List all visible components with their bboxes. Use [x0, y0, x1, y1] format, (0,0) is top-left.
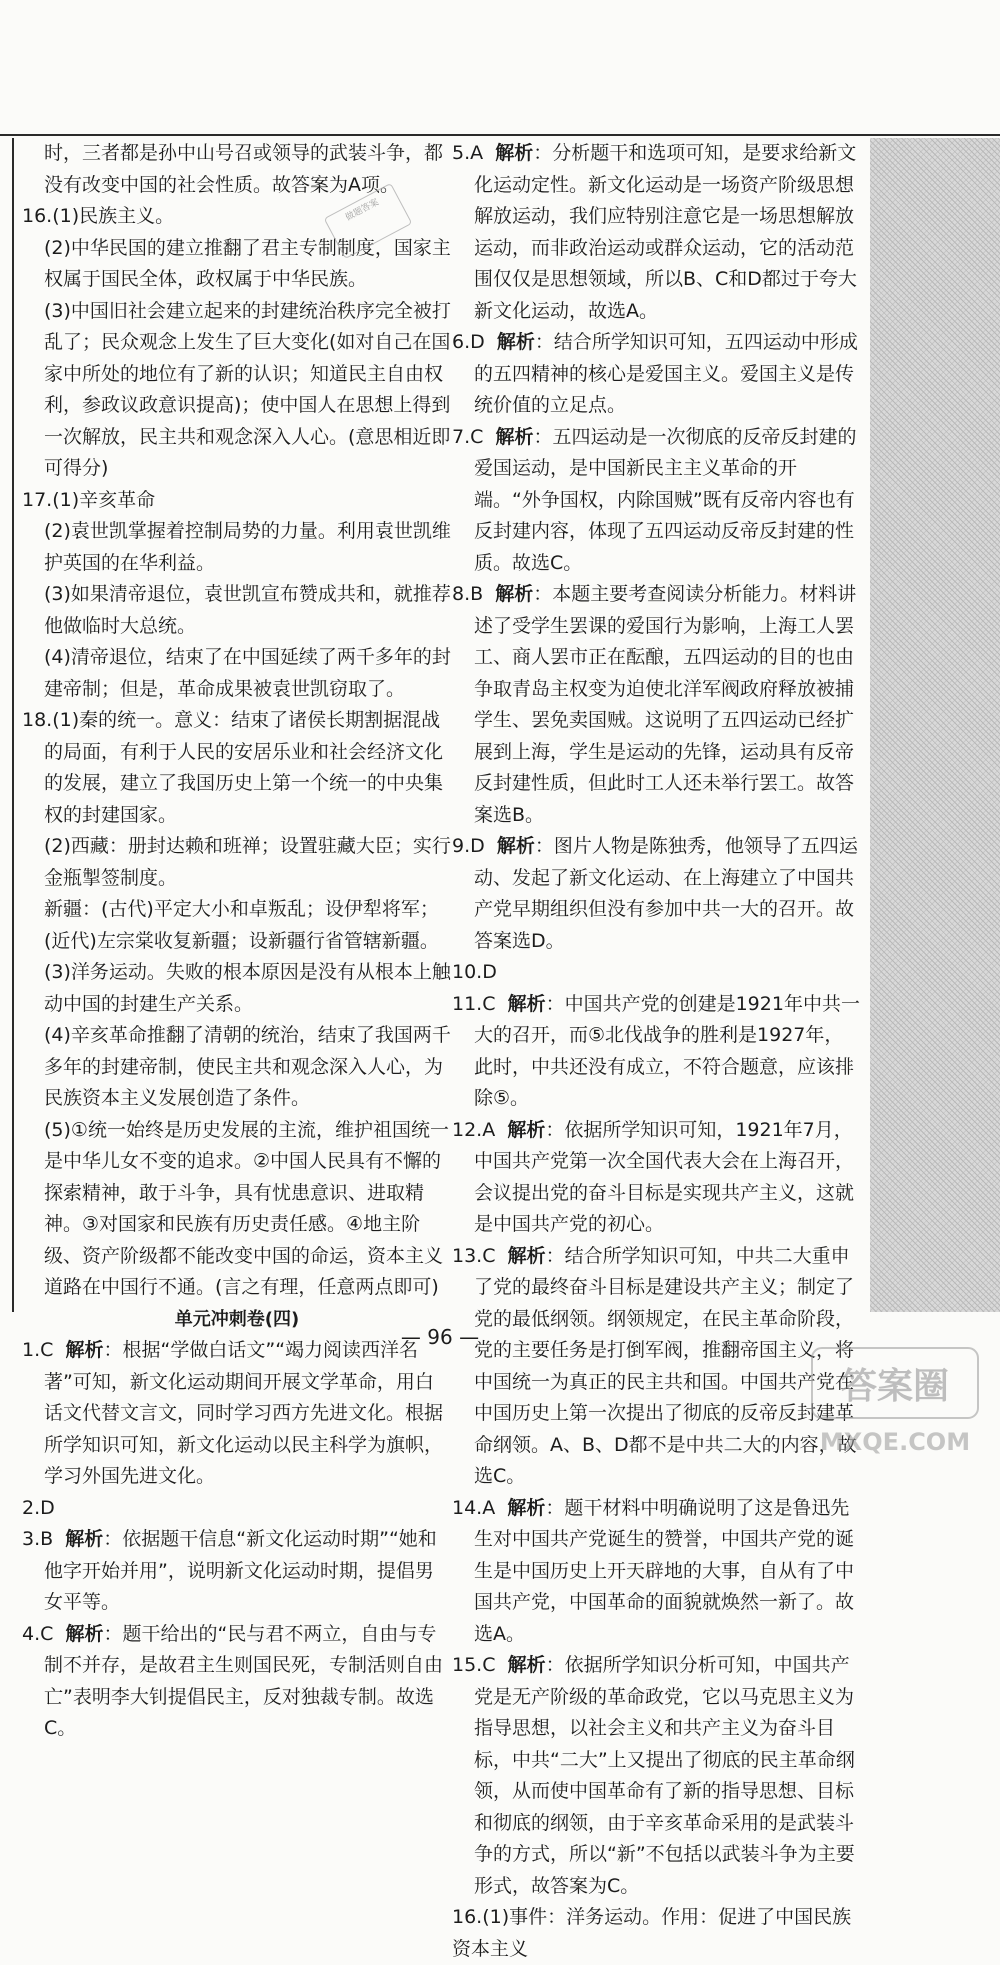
analysis-label: 解析 [496, 331, 535, 353]
watermark-logo [810, 1346, 980, 1461]
answer-number: 9.D [452, 835, 485, 857]
answer-item: 2.D [22, 1496, 55, 1519]
answer-number: 5.A [452, 142, 484, 164]
answer-number: 7.C [452, 425, 484, 448]
answer-text: ：依据所学知识分析可知，中国共产党是无产阶级的革命政党，它以马克思主义为指导思想，以社会主义和共产主义为奋斗目标，中共“二大”上又提出了彻底的民主革命纲领，从而使中国革命有了新的指导思想、目标和彻底的纲领，由于辛亥革命采用的是武装斗争的方式，所以“新”不包括以武装斗争为主要形式，故答案为C。 [474, 1654, 855, 1897]
left-paragraph: (3)中国旧社会建立起来的封建统治秩序完全被打乱了；民众观念上发生了巨大变化(如对自己在国家中所处的地位有了新的认识；知道民主自由权利，参政议政意识提高)；使中国人在思想上得到一次解放，民主共和观念深入人心。(意思相近即可得分) [44, 299, 451, 479]
answer-number: 8.B [452, 583, 484, 605]
answer-item [452, 1493, 862, 1651]
left-paragraph: (3)如果清帝退位，袁世凯宣布赞成共和，就推荐他做临时大总统。 [44, 583, 451, 637]
left-paragraph: 时，三者都是孙中山号召或领导的武装斗争，都没有改变中国的社会性质。故答案为A项。 [44, 142, 444, 196]
analysis-label: 解析 [65, 1622, 104, 1645]
answer-item [452, 1650, 862, 1902]
answer-number: 1.C [22, 1339, 54, 1361]
answer-item [452, 831, 862, 957]
watermark-url: MXQE.COM [819, 1428, 971, 1456]
answer-text: ：结合所学知识可知，中共二大重申了党的最终奋斗目标是建设共产主义；制定了党的最低纲领。纲领规定，在民主革命阶段，党的主要任务是打倒军阀，推翻帝国主义，将中国统一为真正的民主共和国。中国共产党在中国历史上第一次提出了彻底的反帝反封建革命纲领。A、B、D都不是中共二大的内容，故选C。 [474, 1244, 857, 1487]
answer-item [452, 989, 862, 1115]
answer-item [22, 1619, 452, 1745]
section-title: 单元冲刺卷(四) [174, 1308, 300, 1330]
answer-item [452, 579, 862, 831]
analysis-label: 解析 [507, 992, 546, 1015]
answer-number: 15.C [452, 1654, 496, 1676]
answer-text: ：图片人物是陈独秀，他领导了五四运动、发起了新文化运动、在上海建立了中国共产党早期组织但没有参加中共一大的召开。故答案选D。 [474, 835, 858, 952]
answer-text: ：分析题干和选项可知，是要求给新文化运动定性。新文化运动是一场资产阶级思想解放运动，我们应特别注意它是一场思想解放运动，而非政治运动或群众运动，它的活动范围仅仅是思想领域，所以B、C和D都过于夸大新文化运动，故选A。 [474, 142, 857, 322]
top-rule [0, 134, 1000, 136]
analysis-label: 解析 [507, 1118, 546, 1141]
answer-text: ：结合所学知识可知，五四运动中形成的五四精神的核心是爱国主义。爱国主义是传统价值的立足点。 [474, 331, 858, 416]
answer-number: 12.A [452, 1118, 496, 1141]
analysis-label: 解析 [507, 1244, 546, 1267]
right-column [452, 138, 862, 1965]
answer-number: 13.C [452, 1244, 496, 1267]
watermark-title: 答案圈 [840, 1366, 950, 1407]
answer-number: 11.C [452, 992, 496, 1015]
answer-item [452, 422, 862, 580]
answer-text: ：中国共产党的创建是1921年中共一大的召开，而⑤北伐战争的胜利是1927年，此时，中共还没有成立，不符合题意，应该排除⑤。 [474, 992, 860, 1109]
analysis-label: 解析 [495, 142, 534, 164]
analysis-label: 解析 [507, 1654, 546, 1676]
answer-item [452, 1115, 862, 1241]
answer-number: 10.D [452, 961, 497, 983]
analysis-label: 解析 [495, 425, 534, 448]
left-paragraph: (4)辛亥革命推翻了清朝的统治，结束了我国两千多年的封建帝制，使民主共和观念深入人心，为民族资本主义发展创造了条件。 [44, 1024, 451, 1109]
left-paragraph: 16.(1)民族主义。 [22, 205, 175, 227]
left-paragraph: (3)洋务运动。失败的根本原因是没有从根本上触动中国的封建生产关系。 [44, 961, 451, 1015]
answer-item [452, 1241, 862, 1493]
answer-number: 3.B [22, 1528, 54, 1550]
left-paragraph: 17.(1)辛亥革命 [22, 488, 156, 511]
answer-text: ：根据“学做白话文”“竭力阅读西洋名著”可知，新文化运动期间开展文学革命，用白话文代替文言文，同时学习西方先进文化。根据所学知识可知，新文化运动以民主科学为旗帜，学习外国先进文化。 [44, 1339, 444, 1487]
left-paragraph: (2)中华民国的建立推翻了君主专制制度，国家主权属于国民全体，政权属于中华民族。 [44, 236, 451, 290]
answer-text: ：本题主要考查阅读分析能力。材料讲述了受学生罢课的爱国行为影响，上海工人罢工、商人罢市正在酝酿，五四运动的目的也由争取青岛主权变为迫使北洋军阀政府释放被捕学生、罢免卖国贼。这说明了五四运动已经扩展到上海，学生是运动的先锋，运动具有反帝反封建性质，但此时工人还未举行罢工。故答案选B。 [474, 583, 857, 826]
left-paragraph: (2)袁世凯掌握着控制局势的力量。利用袁世凯维护英国的在华利益。 [44, 520, 451, 574]
answer-item [452, 327, 862, 422]
left-paragraph: 18.(1)秦的统一。意义：结束了诸侯长期割据混战的局面，有利于人民的安居乐业和社会经济文化的发展，建立了我国历史上第一个统一的中央集权的封建国家。 [22, 709, 444, 826]
answer-item [452, 138, 862, 327]
analysis-label: 解析 [496, 835, 535, 857]
answer-text: ：五四运动是一次彻底的反帝反封建的爱国运动，是中国新民主主义革命的开端。“外争国权，内除国贼”既有反帝内容也有反封建内容，体现了五四运动反帝反封建的性质。故选C。 [474, 425, 857, 574]
answer-item [22, 1335, 452, 1493]
answer-text: ：依据题干信息“新文化运动时期”“她和他字开始并用”，说明新文化运动时期，提倡男女平等。 [44, 1528, 437, 1613]
analysis-label: 解析 [495, 583, 534, 605]
analysis-label: 解析 [65, 1339, 104, 1361]
faint-stamp: 做题答案 [324, 183, 413, 259]
answer-item [452, 1902, 862, 1965]
answer-item [22, 1524, 452, 1619]
answer-text: (1)事件：洋务运动。作用：促进了中国民族资本主义 [452, 1906, 852, 1960]
answer-text: ：依据所学知识可知，1921年7月，中国共产党第一次全国代表大会在上海召开，会议提出党的奋斗目标是实现共产主义，这就是中国共产党的初心。 [474, 1118, 855, 1235]
analysis-label: 解析 [65, 1528, 104, 1550]
answer-item [452, 957, 862, 989]
left-paragraph: (5)①统一始终是历史发展的主流，维护祖国统一是中华儿女不变的追求。②中国人民具有不懈的探索精神，敢于斗争，具有忧患意识、进取精神。③对国家和民族有历史责任感。④地主阶级、资产阶级都不能改变中国的命运，资本主义道路在中国行不通。(言之有理，任意两点即可) [44, 1118, 449, 1298]
page-number: — 96 — [400, 1325, 480, 1349]
left-paragraph: (4)清帝退位，结束了在中国延续了两千多年的封建帝制；但是，革命成果被袁世凯窃取了。 [44, 646, 451, 700]
halftone-margin-pattern [870, 138, 1000, 1312]
answer-number: 6.D [452, 331, 485, 353]
answer-text: ：题干材料中明确说明了这是鲁迅先生对中国共产党诞生的赞誉，中国共产党的诞生是中国历史上开天辟地的大事，自从有了中国共产党，中国革命的面貌就焕然一新了。故选A。 [474, 1496, 855, 1645]
answer-text: ：题干给出的“民与君不两立，自由与专制不并存，是故君主生则国民死，专制活则自由亡”表明李大钊提倡民主，反对独裁专制。故选C。 [44, 1622, 444, 1739]
answer-number: 14.A [452, 1496, 496, 1519]
analysis-label: 解析 [507, 1496, 546, 1519]
left-paragraph: (2)西藏：册封达赖和班禅；设置驻藏大臣；实行金瓶掣签制度。 [44, 835, 451, 889]
answer-number: 4.C [22, 1622, 54, 1645]
answer-number: 16. [452, 1906, 483, 1928]
left-paragraph: 新疆：(古代)平定大小和卓叛乱；设伊犁将军；(近代)左宗棠收复新疆；设新疆行省管辖新疆。 [44, 898, 439, 952]
